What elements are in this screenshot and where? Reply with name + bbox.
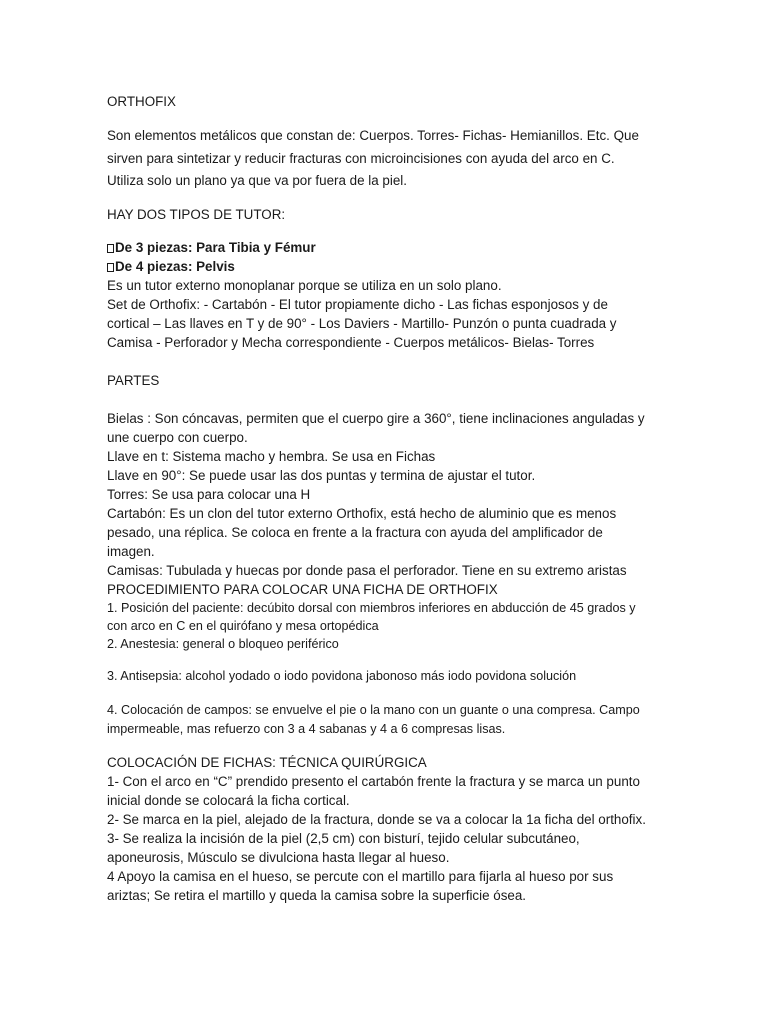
fichas-heading: COLOCACIÓN DE FICHAS: TÉCNICA QUIRÚRGICA bbox=[107, 755, 427, 770]
intro-line: Utiliza solo un plano ya que va por fuera de la piel. bbox=[107, 173, 407, 188]
doc-title: ORTHOFIX bbox=[107, 94, 176, 109]
tipo-item bbox=[107, 239, 316, 257]
tipo-item-label: De 4 piezas: Pelvis bbox=[115, 259, 235, 274]
procedimiento-line: 3. Antisepsia: alcohol yodado o iodo povidona jabonoso más iodo povidona solución bbox=[107, 669, 577, 683]
tutor-line: Es un tutor externo monoplanar porque se utiliza en un solo plano. bbox=[107, 278, 502, 293]
partes-line: Cartabón: Es un clon del tutor externo Orthofix, está hecho de aluminio que es menos bbox=[107, 506, 617, 521]
tutor-line: cortical – Las llaves en T y de 90° - Los Daviers - Martillo- Punzón o punta cuadrada y bbox=[107, 316, 617, 331]
procedimiento-line: 2. Anestesia: general o bloqueo periférico bbox=[107, 637, 339, 651]
procedimiento-heading: PROCEDIMIENTO PARA COLOCAR UNA FICHA DE ORTHOFIX bbox=[107, 582, 498, 597]
procedimiento-line: con arco en C en el quirófano y mesa ortopédica bbox=[107, 619, 379, 633]
procedimiento-line: impermeable, mas refuerzo con 3 a 4 sabanas y 4 a 6 compresas lisas. bbox=[107, 722, 506, 736]
fichas-line: inicial donde se colocará la ficha cortical. bbox=[107, 793, 350, 808]
fichas-line: aponeurosis, Músculo se divulciona hasta llegar al hueso. bbox=[107, 850, 450, 865]
fichas-line: 3- Se realiza la incisión de la piel (2,5 cm) con bisturí, tejido celular subcutáneo, bbox=[107, 831, 580, 846]
procedimiento-line: 4. Colocación de campos: se envuelve el pie o la mano con un guante o una compresa. Campo bbox=[107, 703, 640, 717]
partes-line: Bielas : Son cóncavas, permiten que el cuerpo gire a 360°, tiene inclinaciones anguladas y bbox=[107, 411, 645, 426]
fichas-line: ariztas; Se retira el martillo y queda la camisa sobre la superficie ósea. bbox=[107, 888, 527, 903]
fichas-line: 1- Con el arco en “C” prendido presento el cartabón frente la fractura y se marca un punto bbox=[107, 774, 640, 789]
fichas-line: 4 Apoyo la camisa en el hueso, se percute con el martillo para fijarla al hueso por sus bbox=[107, 869, 614, 884]
partes-line: pesado, una réplica. Se coloca en frente a la fractura con ayuda del amplificador de bbox=[107, 525, 603, 540]
partes-line: une cuerpo con cuerpo. bbox=[107, 430, 248, 445]
partes-line: Camisas: Tubulada y huecas por donde pasa el perforador. Tiene en su extremo aristas bbox=[107, 563, 627, 578]
missing-glyph-icon bbox=[107, 244, 114, 253]
tipos-heading: HAY DOS TIPOS DE TUTOR: bbox=[107, 207, 286, 222]
procedimiento-line: 1. Posición del paciente: decúbito dorsal con miembros inferiores en abducción de 45 grados y bbox=[107, 601, 636, 615]
tutor-line: Camisa - Perforador y Mecha correspondiente - Cuerpos metálicos- Bielas- Torres bbox=[107, 335, 595, 350]
partes-line: Llave en t: Sistema macho y hembra. Se usa en Fichas bbox=[107, 449, 436, 464]
partes-line: Llave en 90°: Se puede usar las dos puntas y termina de ajustar el tutor. bbox=[107, 468, 536, 483]
partes-heading: PARTES bbox=[107, 373, 160, 388]
fichas-line: 2- Se marca en la piel, alejado de la fractura, donde se va a colocar la 1a ficha del orthofix. bbox=[107, 812, 646, 827]
tutor-line: Set de Orthofix: - Cartabón - El tutor propiamente dicho - Las fichas esponjosos y de bbox=[107, 297, 608, 312]
intro-line: sirven para sintetizar y reducir fracturas con microincisiones con ayuda del arco en C. bbox=[107, 151, 615, 166]
tipo-item bbox=[107, 258, 235, 276]
intro-line: Son elementos metálicos que constan de: Cuerpos. Torres- Fichas- Hemianillos. Etc. Que bbox=[107, 128, 639, 143]
missing-glyph-icon bbox=[107, 263, 114, 272]
partes-line: Torres: Se usa para colocar una H bbox=[107, 487, 311, 502]
tipo-item-label: De 3 piezas: Para Tibia y Fémur bbox=[115, 240, 316, 255]
partes-line: imagen. bbox=[107, 544, 155, 559]
